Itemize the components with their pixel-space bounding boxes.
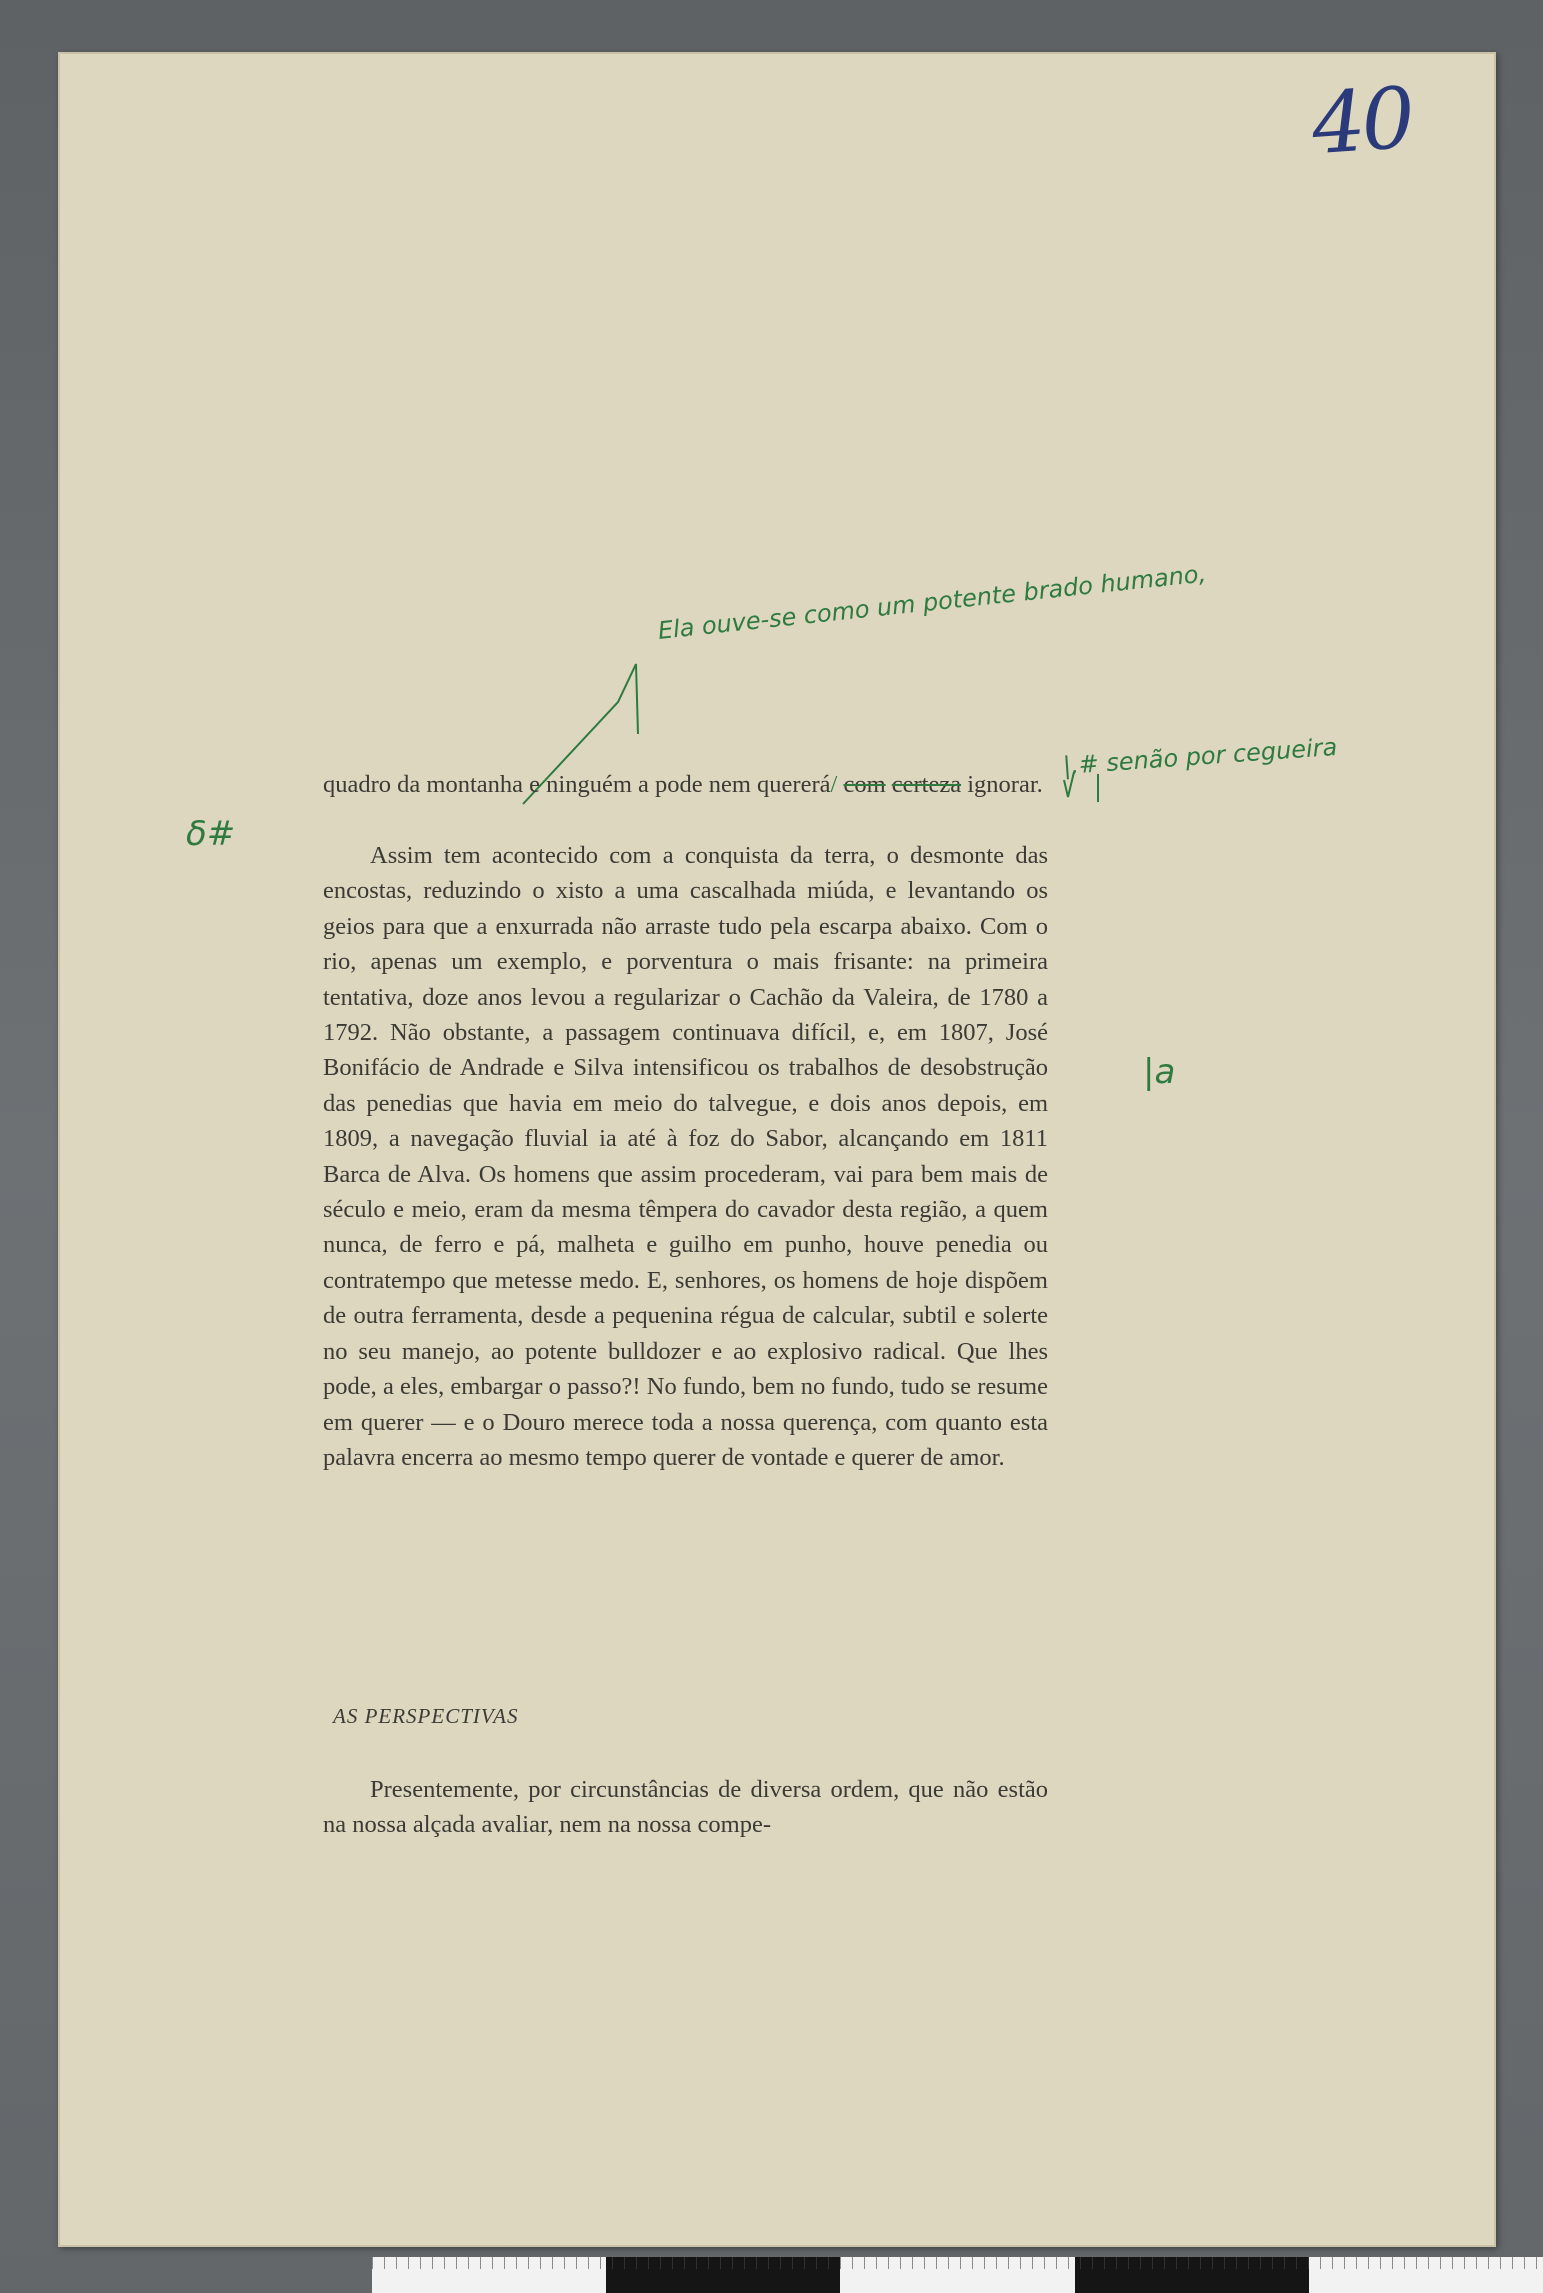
document-page [58, 52, 1496, 2247]
paragraph-3 [323, 1772, 1048, 1843]
paragraph-1: quadro da montanha e ninguém a pode nem quererá/ com certeza ignorar. [323, 771, 1043, 798]
paragraph-2-text: Assim tem acontecido com a conquista da terra, o desmonte das encostas, reduzindo o xisto a uma cascalhada miúda, e levantando os geios para que a enxurrada não arraste tudo pela escarpa abaixo. Com o rio, apenas um exemplo, e porventura o mais frisante: na primeira tentativa, doze anos levou a regularizar o Cachão da Valeira, de 1780 a 1792. Não obstante, a passagem continuava difícil, e, em 1807, José Bonifácio de Andrade e Silva intensificou os trabalhos de desobstrução das penedias que havia em meio do talvegue, e dois anos depois, em 1809, a navegação fluvial ia até à foz do Sabor, alcançando em 1811 Barca de Alva. Os homens que assim procederam, vai para bem mais de século e meio, eram da mesma têmpera do cavador desta região, a quem nunca, de ferro e pá, malheta e guilho em punho, houve penedia ou contratempo que metesse medo. E, senhores, os homens de hoje dispõem de outra ferramenta, desde a pequenina régua de calcular, subtil e solerte no seu manejo, ao potente bulldozer e ao explosivo radical. Que lhes pode, a eles, embargar o passo?! No fundo, bem no fundo, tudo se resume em querer — e o Douro merece toda a nossa querença, com quanto esta palavra encerra ao mesmo tempo querer de vontade e querer de amor. [323, 842, 1048, 1471]
page-number: 40 [1308, 68, 1415, 174]
annotation-margin-left: δ# [186, 814, 236, 854]
paragraph-1-line-1: quadro da montanha e ninguém a pode nem quererá [323, 771, 831, 798]
annotation-insert-right: |,# senão por cegueira [1062, 732, 1339, 780]
paragraph-2 [323, 838, 1048, 1475]
color-scale-ruler [372, 2257, 1543, 2293]
section-heading: AS PERSPECTIVAS [333, 1704, 519, 1728]
struck-word-1: com [843, 771, 886, 798]
annotation-margin-right: |a [1143, 1052, 1176, 1092]
paragraph-1-end: ignorar. [967, 771, 1043, 798]
struck-word-2: certeza [891, 771, 962, 798]
annotation-insert-top: Ela ouve-se como um potente brado humano, [656, 559, 1208, 645]
ruler-ticks [372, 2257, 1543, 2269]
paragraph-3-text: Presentemente, por circunstâncias de diversa ordem, que não estão na nossa alçada avaliar, nem na nossa compe- [323, 1776, 1048, 1839]
